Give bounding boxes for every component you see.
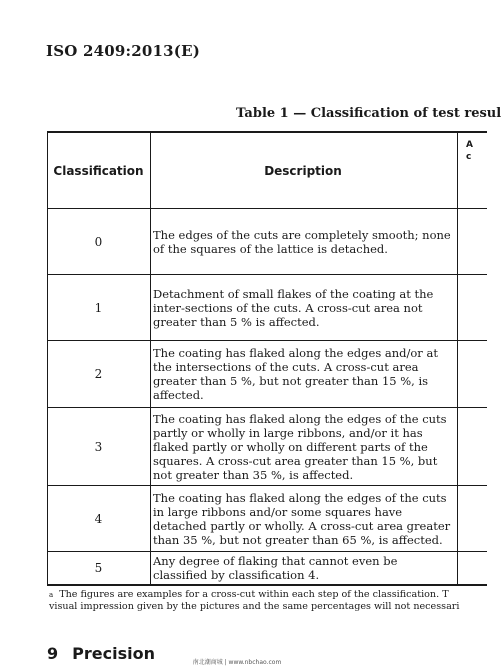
- classification-description: Any degree of flaking that cannot even be classified by classification 4.: [153, 554, 398, 582]
- footnote-line1: [49, 589, 459, 601]
- classification-description: The edges of the cuts are completely smooth; none of the squares of the lattice is detached.: [153, 227, 451, 256]
- column-header-description: Description: [264, 163, 342, 178]
- classification-value: 5: [94, 561, 103, 575]
- classification-value: 3: [94, 439, 103, 454]
- document-header: ISO 2409:2013(E): [46, 42, 200, 60]
- column-divider: [457, 131, 458, 586]
- classification-description: The coating has flaked along the edges and/or at the intersections of the cuts. A cross-cut area greater than 5 %, but not greater than 15 %, is affected.: [153, 346, 438, 402]
- classification-value: 2: [94, 367, 103, 381]
- column-header-cut-area: [466, 139, 473, 163]
- column-divider: [150, 131, 151, 586]
- table-bottom-rule: [47, 584, 487, 586]
- classification-description: The coating has flaked along the edges of the cuts in large ribbons and/or some squares have detached partly or wholly. A cross-cut area greater than 35 %, but not greater than 65 %, is affected.: [153, 490, 451, 547]
- cut-area-head-line1: A: [466, 140, 473, 150]
- section-title: Precision: [72, 644, 155, 663]
- column-header-classification: Classification: [53, 163, 144, 178]
- table-footnote: [49, 589, 459, 613]
- cut-area-head-line2: c: [466, 152, 472, 162]
- footnote-marker: a: [49, 591, 54, 599]
- classification-value: 0: [94, 234, 103, 249]
- classification-value: 4: [94, 511, 103, 526]
- table-title: Table 1 — Classification of test resul: [236, 106, 501, 121]
- footnote-line2: visual impression given by the pictures and the same percentages will not necessari: [49, 601, 460, 612]
- classification-table: [47, 131, 487, 586]
- footnote-line1-text: The figures are examples for a cross-cut within each step of the classification. T: [59, 589, 449, 600]
- watermark: 南北潮商城 | www.nbchao.com: [192, 659, 282, 666]
- classification-description: The coating has flaked along the edges of the cuts partly or wholly in large ribbons, and/or it has flaked partly or wholly on different parts of the squares. A cross-cut area greater than 15 %, but not greater than 35 %, is affected.: [153, 411, 447, 482]
- section-number: 9: [47, 644, 59, 663]
- classification-value: 1: [94, 300, 103, 315]
- classification-description: Detachment of small flakes of the coating at the inter-sections of the cuts. A cross-cut area not greater than 5 % is affected.: [153, 286, 434, 329]
